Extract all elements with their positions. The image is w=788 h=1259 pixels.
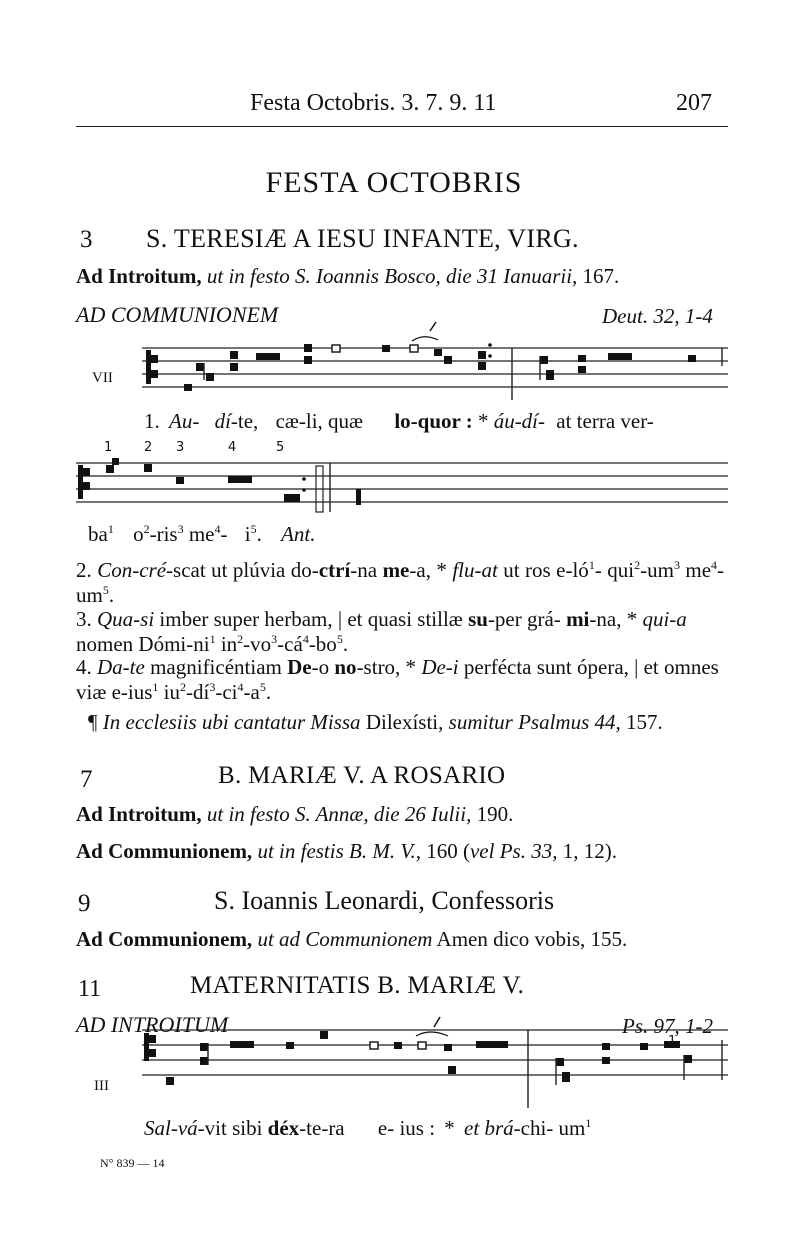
introit-label: Ad Introitum, [76,264,202,288]
introit-heading: AD INTROITUM [76,1012,229,1037]
syllable-number-1: 1 [104,440,113,455]
feast-day-11: 11 [78,976,102,1002]
syllable-number-3: 3 [176,440,185,455]
feast-day-9: 9 [78,890,91,917]
rubric-line: ¶ In ecclesiis ubi cantatur Missa Dilexísti, sumitur Psalmus 44, 157. [88,710,663,734]
lyric: -ris [149,522,178,546]
staff-2 [76,463,728,502]
chant-lyrics-line-1 [144,409,654,434]
feast-title-teresia: S. TERESIÆ A IESU INFANTE, VIRG. [146,224,579,253]
lyric: i [244,522,251,546]
feast-day-3: 3 [80,226,93,253]
lyric: lo-quor : [394,409,473,433]
lyric-number: 1 [107,522,114,536]
verse-marker: 1 [668,1034,677,1049]
introit-reference: ut in festo S. Ioannis Bosco, die 31 Ianuarii, [206,264,578,288]
feast-title-maternitatis: MATERNITATIS B. MARIÆ V. [190,972,525,999]
lyric: at terra ver- [556,409,654,433]
chant-lyrics-line-3: Sal-vá-vit sibi déx-te-ra e- ius : * et brá-chi- $um^1$ [144,1116,592,1140]
syllable-number-4: 4 [228,440,237,455]
chant-lyrics-line-2 [88,522,316,547]
running-head-title: Festa Octobris. 3. 7. 9. 11 [250,90,497,116]
feast-title-rosario: B. MARIÆ V. A ROSARIO [218,762,506,789]
lyric: - [220,522,228,546]
lyric-number: 5 [250,522,257,536]
lyric: ba [88,522,108,546]
lyric-number: 3 [177,522,184,536]
communion-heading: AD COMMUNIONEM [76,302,279,327]
psalm-verse-4: 4. Da-te magnificéntiam De-o no-stro, * De-i perfécta sunt ópera, | et omnes viæ e-ius$^1$ $iu^2-dí^3-ci^4-a^5$. [76,655,719,704]
staff-2-neumes [78,458,361,512]
lyric: . [256,522,262,546]
syllable-number-5: 5 [276,440,285,455]
pilcrow-icon: ¶ [88,710,98,734]
asterisk: * [477,409,489,433]
introit-page: 167. [582,264,620,288]
antiphon-marker: Ant. [281,522,316,546]
introit-reference-line-7: Ad Introitum, ut in festo S. Annæ, die 26 Iulii, 190. [76,802,514,826]
lyric-number: 4 [214,522,221,536]
lyric: o [133,522,144,546]
communion-reference-line-9: Ad Communionem, ut ad Communionem Amen dico vobis, 155. [76,927,628,951]
lyric: Au- [169,409,200,433]
staff-1-neumes [146,337,722,400]
mode-label-vii: VII [92,370,113,386]
lyric-number: 2 [143,522,150,536]
lyric: me [188,522,215,546]
lyric: dí- [214,409,238,433]
mode-label-iii: III [94,1078,109,1094]
page-number: 207 [676,90,712,116]
feast-day-7: 7 [80,766,93,793]
psalm-verse-2: 2. Con-cré-scat ut plúvia do-ctrí-na me-a, * flu-at ut ros $e-ló^1-$ $qui^2-um^3$ $me^4-um^5$. [76,558,725,607]
communion-scripture-ref: Deut. 32, 1-4 [602,304,713,328]
page-title: FESTA OCTOBRIS [265,166,523,199]
verse-number: 1. [144,409,160,433]
lyric: áu-dí- [493,409,546,433]
communion-reference-line-7: Ad Communionem, ut in festis B. M. V., 160 (vel Ps. 33, 1, 12). [76,839,617,863]
lyric: te, [237,409,259,433]
staff-3-neumes [144,1030,722,1108]
psalm-verse-3: 3. Qua-si imber super herbam, | et quasi stillæ su-per grá- mi-na, * qui-a nomen Dómi-$ni^1$ $in^2-vo^3-cá^4-bo^5$. [76,607,687,656]
introit-scripture-ref: Ps. 97, 1-2 [622,1014,713,1038]
feast-title-leonardi: S. Ioannis Leonardi, Confessoris [214,886,555,915]
syllable-number-2: 2 [144,440,153,455]
asterisk: * [444,1116,455,1140]
lyric: cæ-li, quæ [275,409,364,433]
printer-signature: N° 839 — 14 [100,1156,165,1170]
